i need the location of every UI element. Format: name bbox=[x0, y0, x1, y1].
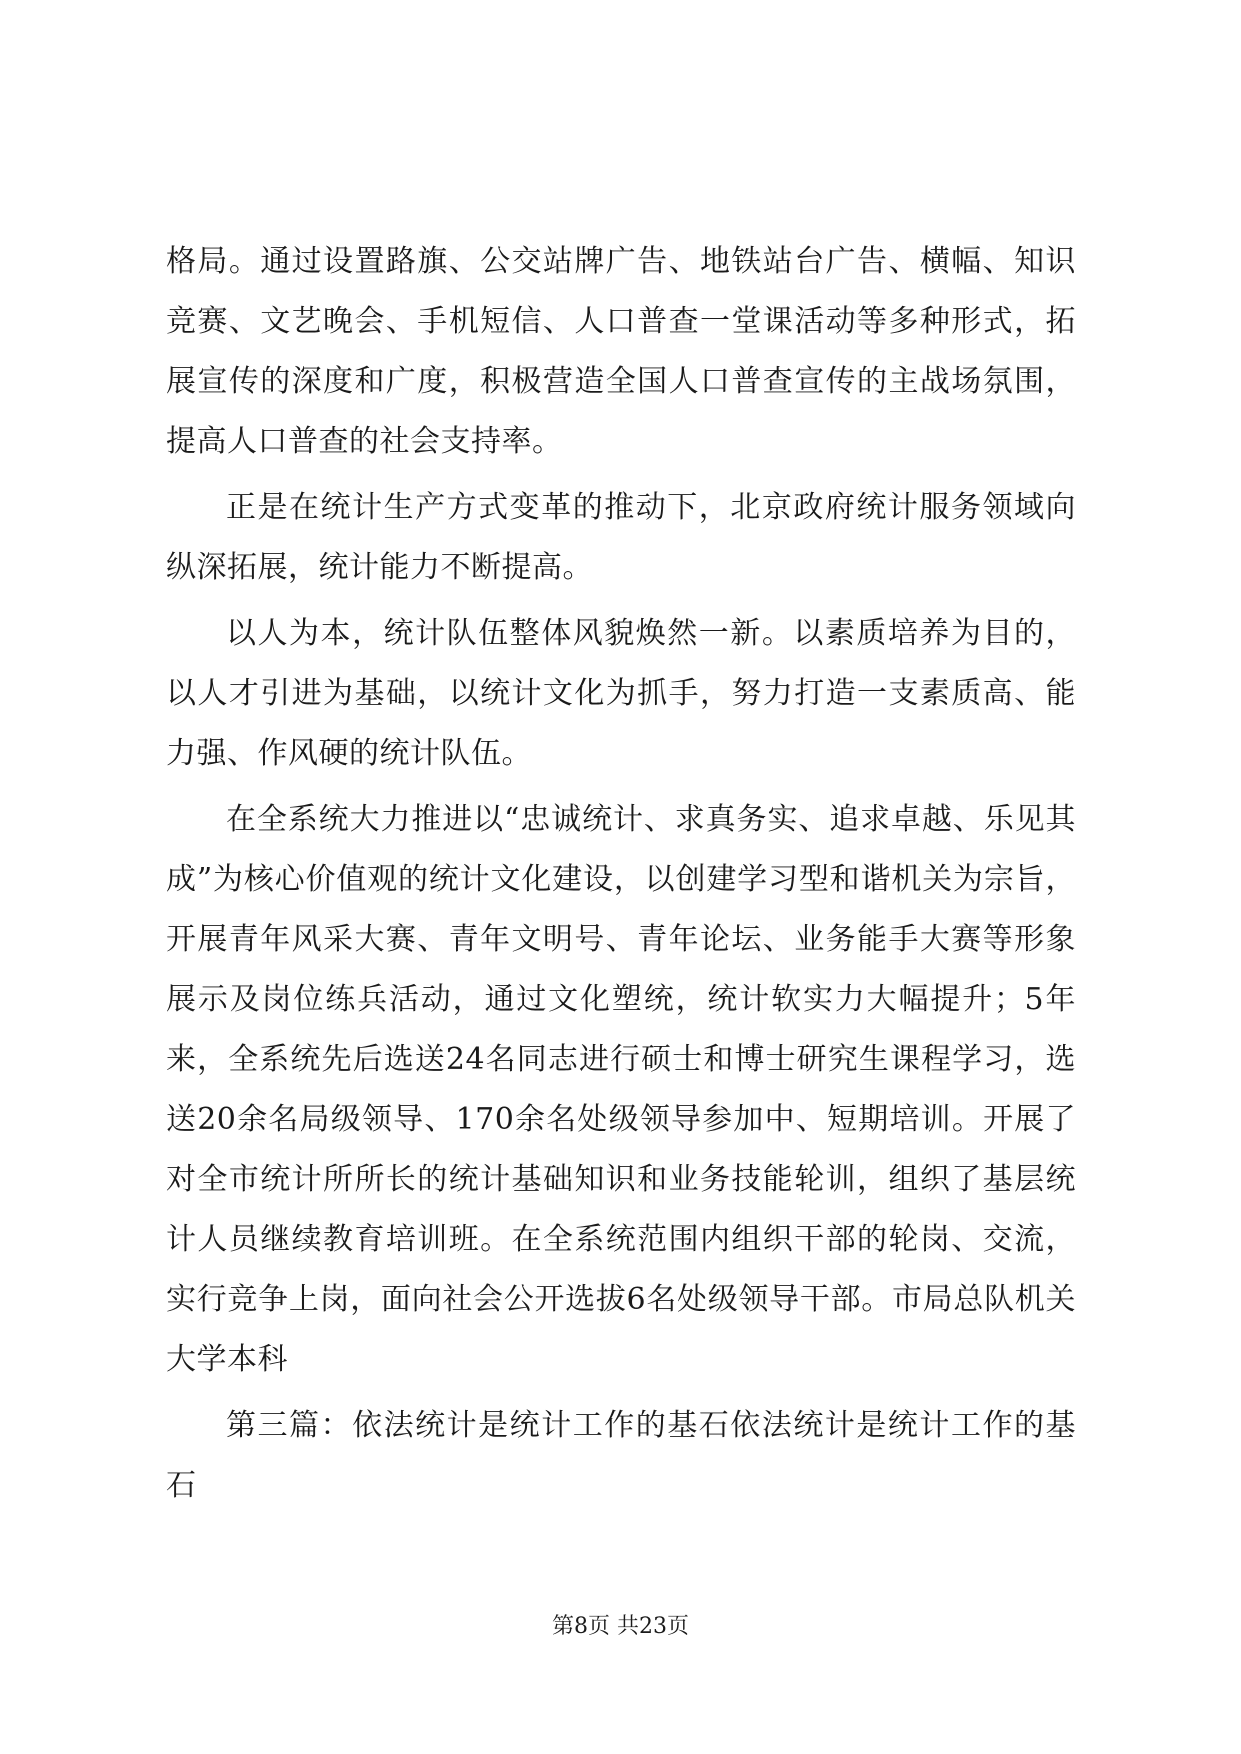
paragraph-4: 在全系统大力推进以“忠诚统计、求真务实、追求卓越、乐见其成”为核心价值观的统计文化建设，以创建学习型和谐机关为宗旨，开展青年风采大赛、青年文明号、青年论坛、业务能手大赛等形象展示及岗位练兵活动，通过文化塑统，统计软实力大幅提升；5年来，全系统先后选送24名同志进行硕士和博士研究生课程学习，选送20余名局级领导、170余名处级领导参加中、短期培训。开展了对全市统计所所长的统计基础知识和业务技能轮训，组织了基层统计人员继续教育培训班。在全系统范围内组织干部的轮岗、交流，实行竞争上岗，面向社会公开选拔6名处级领导干部。市局总队机关大学本科 bbox=[166, 802, 1076, 1377]
paragraph-1: 格局。通过设置路旗、公交站牌广告、地铁站台广告、横幅、知识竞赛、文艺晚会、手机短信、人口普查一堂课活动等多种形式，拓展宣传的深度和广度，积极营造全国人口普查宣传的主战场氛围，提高人口普查的社会支持率。 bbox=[166, 244, 1076, 459]
page-footer: 第8页 共23页 bbox=[552, 1614, 689, 1639]
paragraph-3: 以人为本，统计队伍整体风貌焕然一新。以素质培养为目的，以人才引进为基础，以统计文化为抓手，努力打造一支素质高、能力强、作风硬的统计队伍。 bbox=[166, 616, 1076, 771]
paragraph-5-section-title: 第三篇：依法统计是统计工作的基石依法统计是统计工作的基石 bbox=[166, 1408, 1076, 1503]
paragraph-2: 正是在统计生产方式变革的推动下，北京政府统计服务领域向纵深拓展，统计能力不断提高。 bbox=[166, 490, 1076, 585]
document-body bbox=[166, 232, 1076, 1522]
